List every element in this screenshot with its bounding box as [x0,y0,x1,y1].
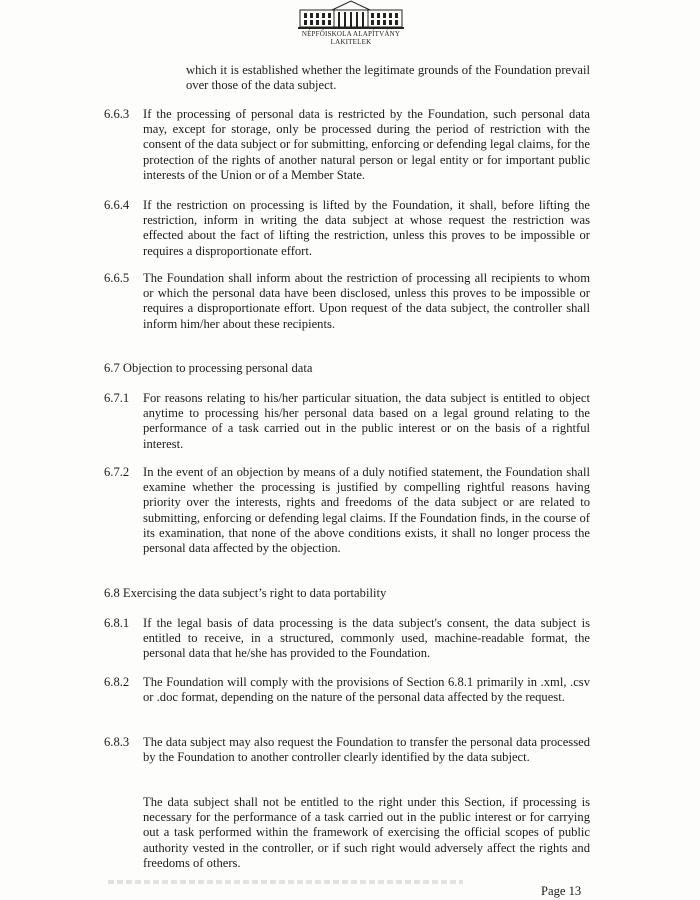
scan-artifact [108,880,463,884]
paragraph-6-6-5: The Foundation shall inform about the restriction of processing all recipients to whom or which the personal data have been disclosed, unless this proves to be impossible or requires a disproportionate effort. Upon request of the data subject, the controller shall inform him/her about these recipients. [143,271,590,331]
org-name: NÉPFŐISKOLA ALAPÍTVÁNY [301,30,401,38]
section-number-6-7-1: 6.7.1 [104,391,130,405]
heading-6-8: 6.8 Exercising the data subject’s right to data portability [104,586,387,600]
section-number-6-6-4: 6.6.4 [104,198,130,212]
intro-paragraph: which it is established whether the legitimate grounds of the Foundation prevail over those of the data subject. [186,63,590,93]
section-number-6-6-5: 6.6.5 [104,271,130,285]
section-number-6-6-3: 6.6.3 [104,107,130,121]
section-number-6-8-2: 6.8.2 [104,675,130,689]
section-number-6-8-3: 6.8.3 [104,735,130,749]
section-number-6-7-2: 6.7.2 [104,465,130,479]
paragraph-6-6-4: If the restriction on processing is lifted by the Foundation, it shall, before lifting the restriction, inform in writing the data subject at whose request the restriction was effected about the fact of lifting the restriction, unless this proves to be impossible or requires a disproportionate effort. [143,198,590,258]
building-icon [296,0,406,30]
heading-6-7: 6.7 Objection to processing personal data [104,361,313,375]
paragraph-6-8-1: If the legal basis of data processing is the data subject's consent, the data subject is entitled to receive, in a structured, commonly used, machine-readable format, the personal data that he/she has provided to the Foundation. [143,616,590,661]
paragraph-6-7-2: In the event of an objection by means of a duly notified statement, the Foundation shall examine whether the processing is justified by compelling rightful reasons having priority over the interests, rights and freedoms of the data subject or are related to submitting, enforcing or defending legal claims. If the Foundation finds, in the course of its examination, that none of the above conditions exists, it shall no longer process the personal data affected by the objection. [143,465,590,556]
paragraph-6-8-2: The Foundation will comply with the provisions of Section 6.8.1 primarily in .xml, .csv or .doc format, depending on the nature of the personal data affected by the request. [143,675,590,705]
org-city: LAKITELEK [330,38,372,46]
section-number-6-8-1: 6.8.1 [104,616,130,630]
paragraph-6-6-3: If the processing of personal data is restricted by the Foundation, such personal data may, except for storage, only be processed during the period of restriction with the consent of the data subject or for submitting, enforcing or defending legal claims, for the protection of the rights of another natural person or legal entity or for important public interests of the Union or of a Member State. [143,107,590,182]
page-number: Page 13 [541,884,582,898]
foundation-logo [296,0,406,46]
paragraph-6-7-1: For reasons relating to his/her particular situation, the data subject is entitled to object anytime to processing his/her personal data based on a legal ground relating to the performance of a task carried out in the public interest or on the basis of a rightful interest. [143,391,590,451]
paragraph-6-8-3: The data subject may also request the Foundation to transfer the personal data processed by the Foundation to another controller clearly identified by the data subject. [143,735,590,765]
paragraph-6-8-3-continued: The data subject shall not be entitled to the right under this Section, if processing is necessary for the performance of a task carried out in the public interest or for carrying out a task performed within the framework of exercising the official scopes of public authority vested in the controller, or if such right would adversely affect the rights and freedoms of others. [143,795,590,870]
